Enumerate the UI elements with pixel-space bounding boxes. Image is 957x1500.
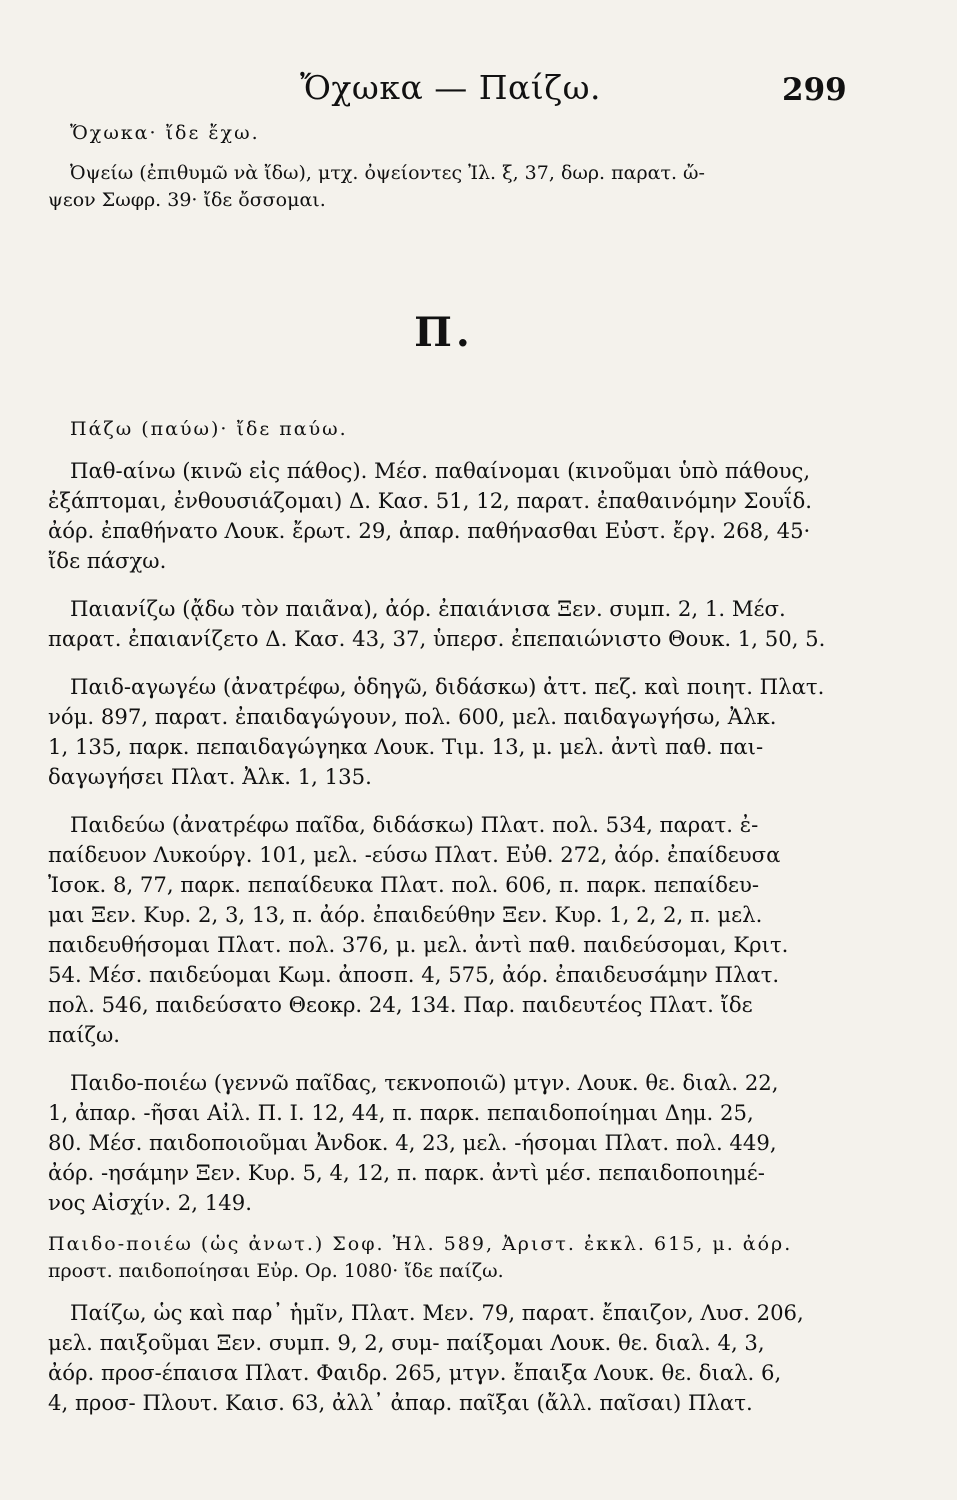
entry-line: δαγωγήσει Πλατ. Ἀλκ. 1, 135. (48, 764, 372, 789)
entry-line: ἀόρ. -ησάμην Ξεν. Κυρ. 5, 4, 12, π. παρκ. ἀντὶ μέσ. πεπαιδοποιημέ- (48, 1160, 765, 1185)
entry-line: παιδευθήσομαι Πλατ. πολ. 376, μ. μελ. ἀντὶ παθ. παιδεύσομαι, Κριτ. (48, 932, 789, 957)
entry-paidopoieo (48, 1068, 840, 1218)
entry-line: 80. Μέσ. παιδοποιοῦμαι Ἀνδοκ. 4, 23, μελ. -ήσομαι Πλατ. πολ. 449, (48, 1130, 777, 1155)
entry-pazo (48, 416, 840, 443)
entry-line: παρατ. ἐπαιανίζετο Δ. Κασ. 43, 37, ὑπερσ. ἐπεπαιώνιστο Θουκ. 1, 50, 5. (48, 626, 826, 651)
entry-opseio (48, 160, 840, 214)
entry-ochoka (48, 120, 840, 147)
entry-paidopoieo-poetic (48, 1231, 840, 1285)
entry-line: μαι Ξεν. Κυρ. 2, 3, 13, π. ἀόρ. ἐπαιδεύθην Ξεν. Κυρ. 1, 2, 2, π. μελ. (48, 902, 763, 927)
entry-line: Πάζω (παύω)· ἴδε παύω. (70, 418, 348, 440)
entry-line: Ἰσοκ. 8, 77, παρκ. πεπαίδευκα Πλατ. πολ. 606, π. παρκ. πεπαίδευ- (48, 872, 759, 897)
page-number: 299 (782, 72, 847, 108)
entry-line: 1, 135, παρκ. πεπαιδαγώγηκα Λουκ. Τιμ. 13, μ. μελ. ἀντὶ παθ. παι- (48, 734, 764, 759)
entry-line: 1, ἀπαρ. -ῆσαι Αἰλ. Π. Ι. 12, 44, π. παρκ. πεπαιδοποίημαι Δημ. 25, (48, 1100, 754, 1125)
running-head-title: Ὄχωκα — Παίζω. (300, 68, 602, 107)
entry-line: Παιανίζω (ᾄδω τὸν παιᾶνα), ἀόρ. ἐπαιάνισα Ξεν. συμπ. 2, 1. Μέσ. (70, 596, 786, 621)
entry-line: ψεον Σωφρ. 39· ἴδε ὄσσομαι. (48, 189, 326, 211)
entry-line: προστ. παιδοποίησαι Εὐρ. Ορ. 1080· ἴδε παίζω. (48, 1260, 504, 1282)
entry-line: παίζω. (48, 1022, 121, 1047)
entry-line: ἐξάπτομαι, ἐνθουσιάζομαι) Δ. Κασ. 51, 12, παρατ. ἐπαθαινόμην Σουΐδ. (48, 488, 812, 513)
entry-line: Ὀψείω (ἐπιθυμῶ νὰ ἴδω), μτχ. ὀψείοντες Ἰλ. ξ, 37, δωρ. παρατ. ὤ- (70, 162, 705, 184)
entry-line: Παιδεύω (ἀνατρέφω παῖδα, διδάσκω) Πλατ. πολ. 534, παρατ. ἐ- (70, 812, 759, 837)
entry-line: ἀόρ. προσ-έπαισα Πλατ. Φαιδρ. 265, μτγν. ἔπαιξα Λουκ. θε. διαλ. 6, (48, 1360, 782, 1385)
entry-line: ἀόρ. ἐπαθήνατο Λουκ. ἔρωτ. 29, ἀπαρ. παθήνασθαι Εὐστ. ἔργ. 268, 45· (48, 518, 811, 543)
letter-section-heading: Π. (414, 309, 474, 356)
entry-line: μελ. παιξοῦμαι Ξεν. συμπ. 9, 2, συμ- παίξομαι Λουκ. θε. διαλ. 4, 3, (48, 1330, 765, 1355)
entry-paideuo (48, 810, 840, 1050)
entry-pathaino (48, 456, 840, 576)
running-head (0, 68, 957, 108)
entry-line: Παιδ-αγωγέω (ἀνατρέφω, ὁδηγῶ, διδάσκω) ἀττ. πεζ. καὶ ποιητ. Πλατ. (70, 674, 825, 699)
entry-paizo (48, 1298, 840, 1418)
entry-line: Παθ-αίνω (κινῶ εἰς πάθος). Μέσ. παθαίνομαι (κινοῦμαι ὑπὸ πάθους, (70, 458, 811, 483)
entry-paianizo (48, 594, 840, 654)
entry-line: πολ. 546, παιδεύσατο Θεοκρ. 24, 134. Παρ. παιδευτέος Πλατ. ἴδε (48, 992, 753, 1017)
entry-line: νόμ. 897, παρατ. ἐπαιδαγώγουν, πολ. 600, μελ. παιδαγωγήσω, Ἀλκ. (48, 704, 777, 729)
entry-line: 54. Μέσ. παιδεύομαι Κωμ. ἀποσπ. 4, 575, ἀόρ. ἐπαιδευσάμην Πλατ. (48, 962, 780, 987)
entry-line: Παιδο-ποιέω (ὡς ἀνωτ.) Σοφ. Ἠλ. 589, Ἀριστ. ἐκκλ. 615, μ. ἀόρ. (48, 1233, 793, 1255)
entry-line: Παίζω, ὡς καὶ παρ᾽ ἡμῖν, Πλατ. Μεν. 79, παρατ. ἔπαιζον, Λυσ. 206, (70, 1300, 804, 1325)
entry-line: Παιδο-ποιέω (γεννῶ παῖδας, τεκνοποιῶ) μτγν. Λουκ. θε. διαλ. 22, (70, 1070, 779, 1095)
entry-line: νος Αἰσχίν. 2, 149. (48, 1190, 252, 1215)
entry-paidagogeo (48, 672, 840, 792)
entry-line: Ὄχωκα· ἴδε ἔχω. (70, 122, 260, 144)
entry-line: ἴδε πάσχω. (48, 548, 167, 573)
entry-line: 4, προσ- Πλουτ. Καισ. 63, ἀλλ᾽ ἀπαρ. παῖξαι (ἄλλ. παῖσαι) Πλατ. (48, 1390, 753, 1415)
page-body (48, 120, 840, 1418)
entry-line: παίδευον Λυκούργ. 101, μελ. -εύσω Πλατ. Εὐθ. 272, ἀόρ. ἐπαίδευσα (48, 842, 781, 867)
